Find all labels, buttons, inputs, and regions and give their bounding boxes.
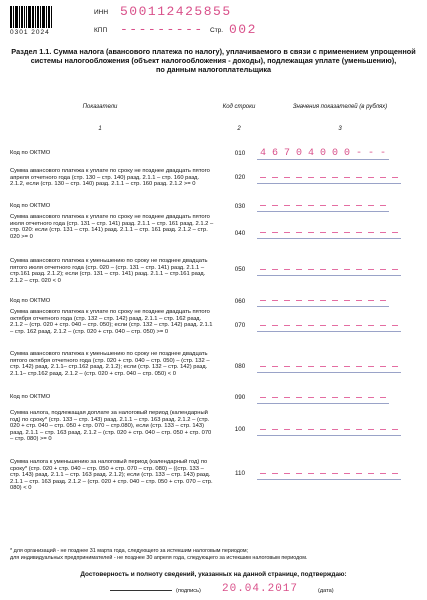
- oktmo-char-cell: 4: [305, 148, 317, 160]
- row-label: Код по ОКТМО: [10, 298, 51, 304]
- column-number-2: 2: [237, 126, 241, 132]
- row-code: 070: [234, 322, 246, 329]
- oktmo-char-cell: -: [353, 148, 365, 160]
- row-code: 110: [234, 470, 246, 477]
- row-code: 040: [234, 230, 246, 237]
- section-title-line: системы налогообложения (объект налогообложения - доходы), подлежащая уплате (уменьшению),: [30, 56, 397, 65]
- value-field-070[interactable]: [257, 320, 412, 331]
- oktmo-060-field[interactable]: [257, 295, 412, 306]
- oktmo-char-cell: -: [365, 148, 377, 160]
- date-field[interactable]: 20.04.2017: [222, 583, 299, 595]
- barcode: [10, 6, 54, 28]
- date-label: (дата): [318, 588, 334, 594]
- oktmo-030-field[interactable]: [257, 200, 412, 211]
- oktmo-char-cell: 0: [293, 148, 305, 160]
- row-label: Сумма авансового платежа к уплате по сроку не позднее двадцать пятого июля отчетного года (стр. 131 – стр. 141) разд. 2.1.1 – стр. 161 разд. 2.1.2 – стр. 020: если (стр. 131 – стр. 141) разд. 2.1.1 – стр. 161 разд. 2.1.2 – стр. 020 >= 0: [10, 214, 214, 240]
- row-code: 100: [234, 426, 246, 433]
- row-code: 020: [234, 174, 246, 181]
- footnote-entrepreneurs: для индивидуальных предпринимателей - не позднее 30 апреля года, следующего за истекшим налоговым периодом.: [10, 555, 308, 561]
- page-number: 002: [229, 22, 257, 37]
- column-header-indicators: Показатели: [82, 104, 118, 110]
- row-label: Сумма авансового платежа к уплате по сроку не позднее двадцать пятого октября отчетного года (стр. 132 – стр. 142) разд. 2.1.1 – стр. 162 разд. 2.1.2 – (стр. 020 + стр. 040 – стр. 050); если (стр. 132 – стр. 142) разд. 2.1.1 – стр. 162 разд. 2.1.2 – (стр. 020 + стр. 040 – стр. 050) >= 0: [10, 309, 213, 335]
- oktmo-char-cell: 0: [317, 148, 329, 160]
- section-title-line: по данным налогоплательщика: [155, 65, 272, 74]
- row-label: Сумма налога, подлежащая доплате за налоговый период (календарный год) по сроку* (стр. 133 – стр. 143) разд. 2.1.1 – стр. 163 разд. 2.1.2 – (стр. 020 + стр. 040 – стр. 050 + стр. 070 – стр.080), если (стр. 133 – стр. 143) разд. 2.1.1 – стр. 163 разд. 2.1.2 – (стр. 020 + стр. 040 – стр. 050 + стр. 070 – стр. 080) >= 0: [10, 410, 212, 443]
- row-code: 060: [234, 298, 246, 305]
- signature-line[interactable]: [110, 582, 172, 591]
- oktmo-010-field[interactable]: [257, 148, 412, 159]
- row-code: 050: [234, 266, 246, 273]
- inn-label: ИНН: [94, 9, 109, 16]
- page-label: Стр.: [210, 27, 224, 34]
- oktmo-char-cell: 7: [281, 148, 293, 160]
- section-title: [0, 47, 427, 74]
- row-code: 010: [234, 150, 246, 157]
- certification-text: Достоверность и полноту сведений, указанных на данной странице, подтверждаю:: [80, 571, 347, 578]
- barcode-number: 0301 2024: [10, 29, 50, 36]
- value-field-110[interactable]: [257, 468, 412, 479]
- value-field-100[interactable]: [257, 424, 412, 435]
- column-number-3: 3: [338, 126, 342, 132]
- inn-value: 500112425855: [120, 4, 232, 19]
- column-header-code: Код строки: [222, 104, 256, 110]
- oktmo-char-cell: 4: [257, 148, 269, 160]
- row-code: 090: [234, 394, 246, 401]
- kpp-value: ---------: [120, 22, 204, 37]
- oktmo-char-cell: 6: [269, 148, 281, 160]
- value-field-040[interactable]: [257, 227, 412, 238]
- row-label: Сумма налога к уменьшению за налоговый период (календарный год) по сроку* (стр. 020 + стр. 040 – стр. 050 + стр. 070 – стр. 080) – ((стр. 133 – стр. 143) разд. 2.1.1 – стр. 163 разд. 2.1.2); если (стр. 133 – стр. 143) разд. 2.1.1 – стр. 163 разд. 2.1.2 – (стр. 020 + стр. 040 – стр. 050 + стр. 070 – стр. 080) < 0: [10, 459, 213, 492]
- oktmo-090-field[interactable]: [257, 392, 412, 403]
- footnote-organizations: * для организаций - не позднее 31 марта года, следующего за истекшим налоговым периодом;: [10, 548, 249, 554]
- column-number-1: 1: [98, 126, 102, 132]
- row-label: Сумма авансового платежа к уплате по сроку не позднее двадцать пятого апреля отчетного года (стр. 130 – стр. 140) разд. 2.1.1 – стр. 160 разд. 2.1.2, если (стр. 130 – стр. 140) разд. 2.1.1 – стр. 160 разд. 2.1.2 >= 0: [10, 168, 210, 188]
- value-field-080[interactable]: [257, 361, 412, 372]
- oktmo-char-cell: 0: [329, 148, 341, 160]
- signature-label: (подпись): [176, 588, 201, 594]
- oktmo-char-cell: -: [377, 148, 389, 160]
- value-field-020[interactable]: [257, 172, 412, 183]
- column-header-values: Значения показателей (в рублях): [292, 104, 388, 110]
- value-field-050[interactable]: [257, 264, 412, 275]
- row-label: Код по ОКТМО: [10, 203, 51, 209]
- row-label: Код по ОКТМО: [10, 394, 51, 400]
- oktmo-char-cell: 0: [341, 148, 353, 160]
- row-label: Сумма авансового платежа к уменьшению по сроку не позднее двадцать пятого июля отчетного года (стр. 020 – (стр. 131 – стр. 141) разд. 2.1.1 – стр.161 разд. 2.1.2); если (стр. 131 – стр. 141) разд. 2.1.1 – стр.161 разд. 2.1.2 – стр. 020 < 0: [10, 258, 208, 284]
- row-code: 080: [234, 363, 246, 370]
- row-label: Сумма авансового платежа к уменьшению по сроку не позднее двадцать пятого октября отчетного года (стр. 020 + стр. 040 – стр. 050) – (стр. 132 – стр. 142) разд. 2.1.1– стр.162 разд. 2.1.2); если (стр. 132 – стр. 142) разд. 2.1.1– стр.162 разд. 2.1.2 – (стр. 020 + стр. 040 – стр. 050) < 0: [10, 351, 210, 377]
- kpp-label: КПП: [94, 27, 108, 34]
- row-label: Код по ОКТМО: [10, 150, 51, 156]
- row-code: 030: [234, 203, 246, 210]
- section-title-line: Раздел 1.1. Сумма налога (авансового платежа по налогу), уплачиваемого в связи с применением упрощенной: [11, 47, 416, 56]
